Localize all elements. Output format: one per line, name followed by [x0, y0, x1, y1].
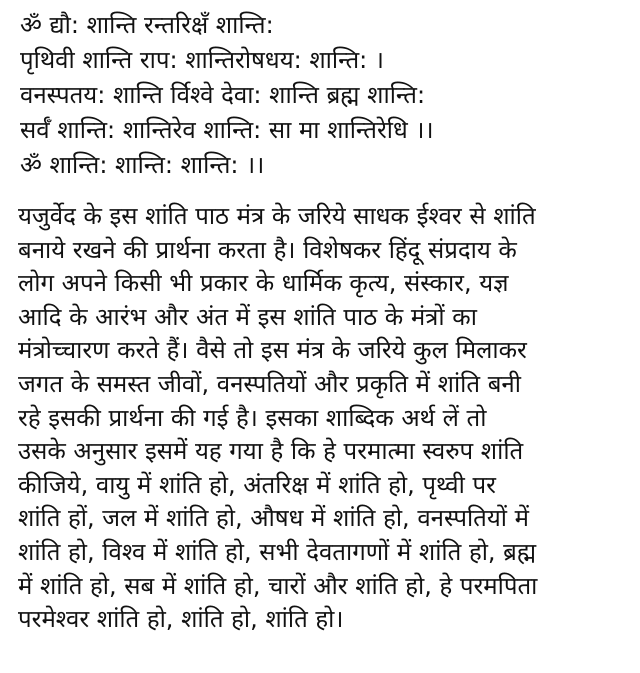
- verse-line: पृथिवी शान्ति राप: शान्तिरोषधय: शान्ति: ।: [20, 46, 384, 74]
- verse-line: सर्वँ शान्ति: शान्तिरेव शान्ति: सा मा शान्तिरेधि ।।: [20, 116, 434, 144]
- paragraph-line: कीजिये, वायु में शांति हो, अंतरिक्ष में शांति हो, पृथ्वी पर: [18, 470, 496, 499]
- paragraph-line: में शांति हो, सब में शांति हो, चारों और शांति हो, हे परमपिता: [18, 571, 538, 600]
- paragraph-line: यजुर्वेद के इस शांति पाठ मंत्र के जरिये साधक ईश्वर से शांति: [18, 202, 536, 230]
- paragraph-line: जगत के समस्त जीवों, वनस्पतियों और प्रकृति में शांति बनी: [18, 369, 521, 398]
- paragraph-line: रहे इसकी प्रार्थना की गई है। इसका शाब्दिक अर्थ लें तो: [18, 403, 487, 432]
- paragraph-line: लोग अपने किसी भी प्रकार के धार्मिक कृत्य, संस्कार, यज्ञ: [18, 269, 509, 298]
- explanation-paragraph: [18, 200, 537, 637]
- verse-line: ॐ द्यौ: शान्ति रन्तरिक्षँ शान्ति:: [20, 11, 274, 39]
- verse-line: ॐ शान्ति: शान्ति: शान्ति: ।।: [20, 151, 265, 179]
- paragraph-line: शांति हो, विश्व में शांति हो, सभी देवतागणों में शांति हो, ब्रह्म: [18, 537, 537, 566]
- paragraph-line: बनाये रखने की प्रार्थना करता है। विशेषकर हिंदू संप्रदाय के: [18, 235, 517, 264]
- paragraph-line: मंत्रोच्चारण करते हैं। वैसे तो इस मंत्र के जरिये कुल मिलाकर: [18, 336, 527, 365]
- paragraph-line: उसके अनुसार इसमें यह गया है कि हे परमात्मा स्वरुप शांति: [18, 437, 524, 466]
- paragraph-line: आदि के आरंभ और अंत में इस शांति पाठ के मंत्रों का: [18, 302, 477, 331]
- verse-line: वनस्पतय: शान्ति र्विश्वे देवा: शान्ति ब्रह्म शान्ति:: [20, 81, 426, 109]
- paragraph-line: परमेश्वर शांति हो, शांति हो, शांति हो।: [18, 605, 344, 634]
- paragraph-line: शांति हों, जल में शांति हो, औषध में शांति हो, वनस्पतियों में: [18, 504, 529, 533]
- shanti-mantra-verse: [20, 8, 434, 183]
